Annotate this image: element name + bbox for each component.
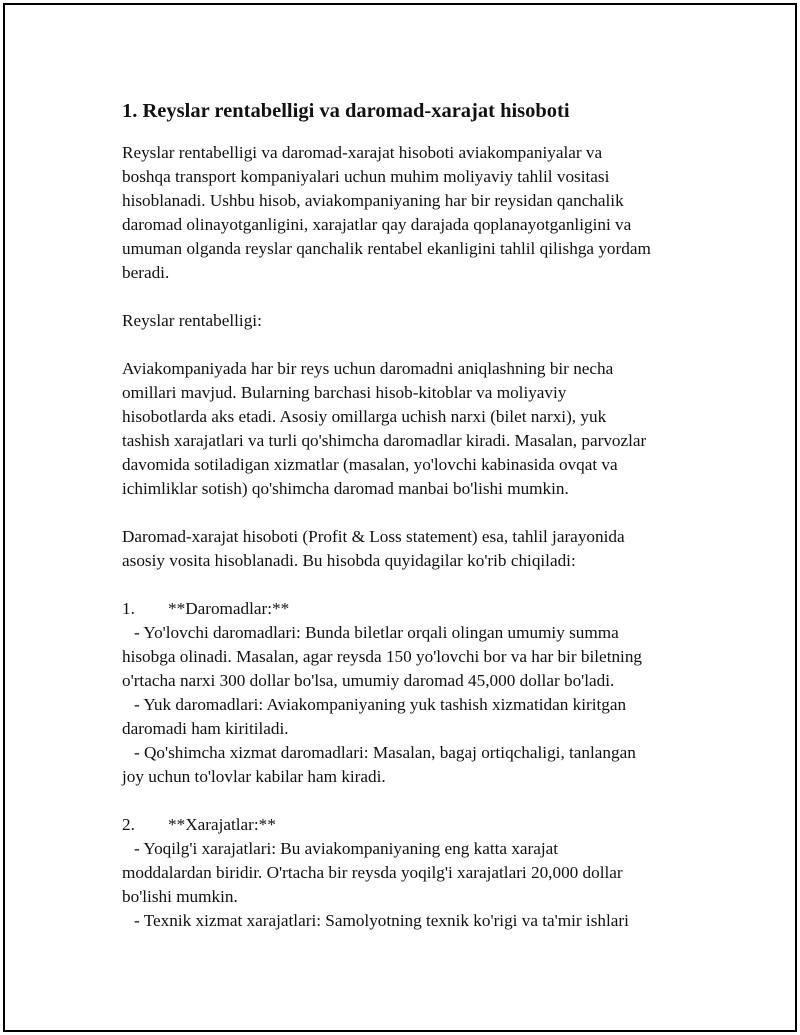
section-number: 2. bbox=[122, 815, 135, 834]
section-expenses bbox=[122, 813, 702, 933]
text-line: Reyslar rentabelligi va daromad-xarajat hisoboti aviakompaniyalar va bbox=[122, 143, 603, 162]
section-heading: **Daromadlar:** bbox=[168, 599, 290, 618]
text-line: boshqa transport kompaniyalari uchun muhim moliyaviy tahlil vositasi bbox=[122, 167, 610, 186]
text-line: - Texnik xizmat xarajatlari: Samolyotning texnik ko'rigi va ta'mir ishlari bbox=[134, 911, 629, 930]
paragraph-gap bbox=[122, 285, 702, 309]
text-line: hisobotlarda aks etadi. Asosiy omillarga uchish narxi (bilet narxi), yuk bbox=[122, 407, 607, 426]
section-revenues bbox=[122, 597, 702, 789]
text-line: asosiy vosita hisoblanadi. Bu hisobda quyidagilar ko'rib chiqiladi: bbox=[122, 551, 576, 570]
text-line: hisobga olinadi. Masalan, agar reysda 150 yo'lovchi bor va har bir biletning bbox=[122, 647, 643, 666]
paragraph-gap bbox=[122, 501, 702, 525]
text-line: hisoblanadi. Ushbu hisob, aviakompaniyaning har bir reysidan qanchalik bbox=[122, 191, 624, 210]
paragraph-gap bbox=[122, 789, 702, 813]
text-line: joy uchun to'lovlar kabilar ham kiradi. bbox=[122, 767, 386, 786]
section-heading-line bbox=[122, 597, 702, 621]
subheading bbox=[122, 309, 702, 333]
text-line: bo'lishi mumkin. bbox=[122, 887, 238, 906]
text-line: omillari mavjud. Bularning barchasi hisob-kitoblar va moliyaviy bbox=[122, 383, 567, 402]
text-line: ichimliklar sotish) qo'shimcha daromad manbai bo'lishi mumkin. bbox=[122, 479, 569, 498]
text-line: - Yo'lovchi daromadlari: Bunda biletlar orqali olingan umumiy summa bbox=[134, 623, 619, 642]
document-body bbox=[122, 97, 702, 933]
paragraph-gap bbox=[122, 333, 702, 357]
text-line: Daromad-xarajat hisoboti (Profit & Loss statement) esa, tahlil jarayonida bbox=[122, 527, 625, 546]
text-line: Aviakompaniyada har bir reys uchun daromadni aniqlashning bir necha bbox=[122, 359, 614, 378]
document-page bbox=[3, 3, 797, 1032]
text-line: o'rtacha narxi 300 dollar bo'lsa, umumiy daromad 45,000 dollar bo'ladi. bbox=[122, 671, 615, 690]
text-line: beradi. bbox=[122, 263, 170, 282]
text-line: umuman olganda reyslar qanchalik rentabel ekanligini tahlil qilishga yordam bbox=[122, 239, 651, 258]
intro-paragraph bbox=[122, 141, 702, 285]
text-line: davomida sotiladigan xizmatlar (masalan, yo'lovchi kabinasida ovqat va bbox=[122, 455, 618, 474]
text-line: moddalardan biridir. O'rtacha bir reysda yoqilg'i xarajatlari 20,000 dollar bbox=[122, 863, 623, 882]
text-line: tashish xarajatlari va turli qo'shimcha daromadlar kiradi. Masalan, parvozlar bbox=[122, 431, 647, 450]
text-line: - Yoqilg'i xarajatlari: Bu aviakompaniyaning eng katta xarajat bbox=[134, 839, 559, 858]
section-heading-line bbox=[122, 813, 702, 837]
subheading-text: Reyslar rentabelligi: bbox=[122, 311, 262, 330]
pl-statement-paragraph bbox=[122, 525, 702, 573]
text-line: - Yuk daromadlari: Aviakompaniyaning yuk tashish xizmatidan kiritgan bbox=[134, 695, 627, 714]
revenue-factors-paragraph bbox=[122, 357, 702, 501]
section-number: 1. bbox=[122, 599, 135, 618]
text-line: daromad olinayotganligini, xarajatlar qay darajada qoplanayotganligini va bbox=[122, 215, 632, 234]
text-line: - Qo'shimcha xizmat daromadlari: Masalan, bagaj ortiqchaligi, tanlangan bbox=[134, 743, 636, 762]
document-title: 1. Reyslar rentabelligi va daromad-xarajat hisoboti bbox=[122, 100, 570, 122]
paragraph-gap bbox=[122, 573, 702, 597]
text-line: daromadi ham kiritiladi. bbox=[122, 719, 289, 738]
section-heading: **Xarajatlar:** bbox=[168, 815, 276, 834]
